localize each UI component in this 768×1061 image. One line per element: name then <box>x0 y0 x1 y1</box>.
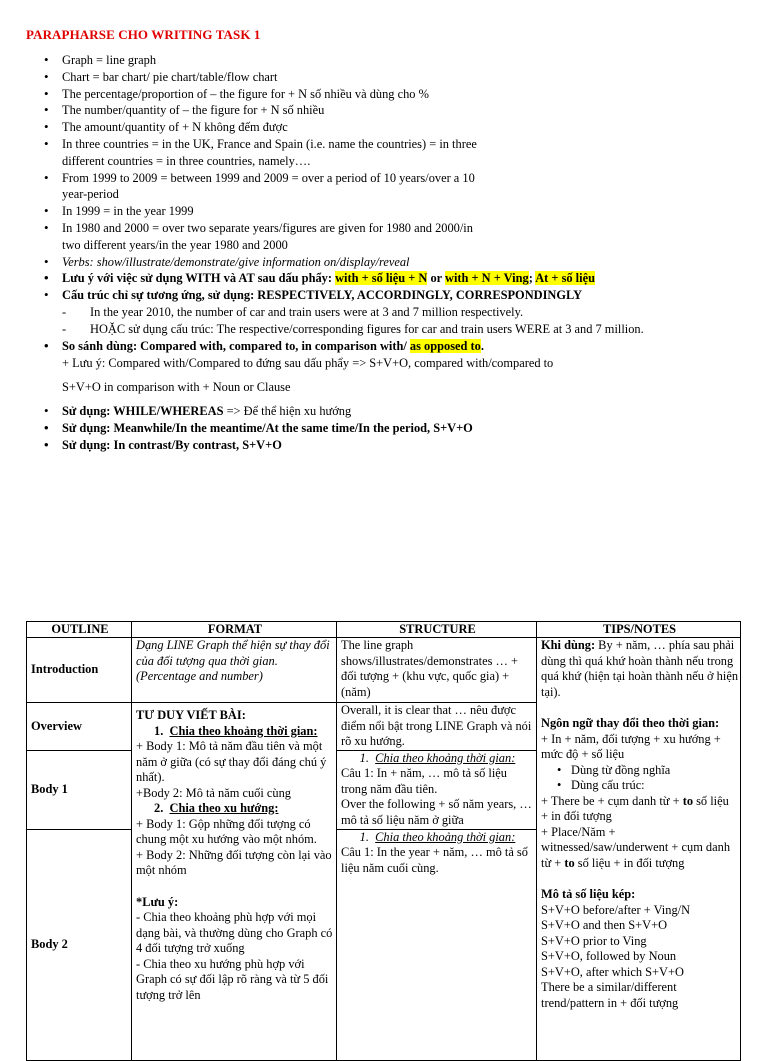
highlight-text: At + số liệu <box>535 271 595 286</box>
compare-note: + Lưu ý: Compared with/Compared to đứng sau dấu phẩy => S+V+O, compared with/compared to <box>62 356 554 370</box>
list-item-text: In three countries = in the UK, France and Spain (i.e. name the countries) = in three <box>62 136 477 151</box>
list-item-meanwhile: • Sử dụng: Meanwhile/In the meantime/At the same time/In the period, S+V+O <box>26 420 756 437</box>
tips-dot-item: • Dùng cấu trúc: <box>541 778 738 794</box>
connector-list <box>26 403 756 453</box>
format-line: + Body 1: Gộp những đối tượng có chung một xu hướng vào một nhóm. <box>136 816 317 846</box>
list-item <box>26 86 756 103</box>
structure-body2-heading: 1. Chia theo khoảng thời gian: <box>359 829 516 844</box>
list-item <box>26 203 756 220</box>
list-item-compare <box>26 338 756 355</box>
list-item-text: From 1999 to 2009 = between 1999 and 2009 = over a period of 10 years/over a 10 <box>62 170 475 185</box>
structure-body1-heading: 1. Chia theo khoảng thời gian: <box>359 750 516 765</box>
format-line: +Body 2: Mô tả năm cuối cùng <box>136 785 291 800</box>
structure-line: Câu 1: In + năm, … mô tả số liệu trong năm đầu tiên. <box>341 766 507 796</box>
list-item-contrast: • Sử dụng: In contrast/By contrast, S+V+O <box>26 437 756 454</box>
header-structure: STRUCTURE <box>337 622 537 638</box>
structure-overview: Overall, it is clear that … nêu được điểm nổi bật trong LINE Graph và nói rõ xu hướng. <box>337 703 537 751</box>
list-item-text: The percentage/proportion of – the figure for + N số nhiều và dùng cho % <box>62 86 429 101</box>
list-item <box>26 170 756 204</box>
list-item-text: . <box>480 338 484 353</box>
list-item-text: year-period <box>62 187 119 202</box>
list-item-text: In 1999 = in the year 1999 <box>62 204 194 219</box>
tips-cell <box>537 638 741 1061</box>
list-item-verbs <box>26 254 756 271</box>
list-item-text: In 1980 and 2000 = over two separate years/figures are given for 1980 and 2000/in <box>62 220 473 235</box>
tips-dot-item: • Dùng từ đồng nghĩa <box>541 763 738 779</box>
highlight-text: with + số liệu + N <box>335 271 428 286</box>
structure-body-2 <box>337 829 537 1060</box>
list-item-text: Graph = line graph <box>62 53 157 67</box>
format-line: + Body 2: Những đối tượng còn lại vào một nhóm <box>136 847 332 877</box>
list-item-text: => Để thể hiện xu hướng <box>223 404 352 418</box>
list-item <box>26 69 756 86</box>
tips-kep: Mô tả số liệu kép: <box>541 887 636 901</box>
table-row <box>27 638 741 703</box>
list-item-text: Lưu ý với việc sử dụng WITH và AT sau dấu phẩy: <box>62 271 336 286</box>
list-item-text: two different years/in the year 1980 and 2000 <box>62 237 288 252</box>
tips-line: S+V+O before/after + Ving/N <box>541 902 691 917</box>
tips-line: S+V+O, followed by Noun <box>541 949 677 963</box>
tips-ngonngu: Ngôn ngữ thay đổi theo thời gian: <box>541 716 720 730</box>
format-intro: Dạng LINE Graph thể hiện sự thay đổi của đối tượng qua thời gian. (Percentage and number) <box>132 638 337 703</box>
highlight-text: as opposed to <box>409 338 481 353</box>
outline-table <box>26 621 741 1061</box>
format-luuy: *Lưu ý: <box>136 894 179 909</box>
row-label-introduction: Introduction <box>27 638 132 703</box>
format-line: - Chia theo xu hướng phù hợp với Graph có sự đối lập rõ ràng và từ 5 đối tượng trở lên <box>136 956 329 1002</box>
list-item-text: So sánh dùng: Compared with, compared to, in comparison with/ <box>62 338 410 353</box>
header-outline: OUTLINE <box>27 622 132 638</box>
header-format: FORMAT <box>132 622 337 638</box>
list-item-respectively <box>26 287 756 337</box>
sub-list-item: - In the year 2010, the number of car and train users were at 3 and 7 million respectively. <box>62 304 756 321</box>
list-item-text: Sử dụng: WHILE/WHEREAS <box>62 404 224 418</box>
tips-line: S+V+O prior to Ving <box>541 933 647 948</box>
page-title: PARAPHARSE CHO WRITING TASK 1 <box>26 27 261 42</box>
row-label-overview: Overview <box>27 703 132 751</box>
list-item <box>26 102 756 119</box>
list-item-text: different countries = in three countries, namely…. <box>62 153 311 168</box>
tips-line: There be a similar/different trend/pattern in + đối tượng <box>541 980 679 1010</box>
format-cell <box>132 703 337 1061</box>
list-item <box>26 136 756 170</box>
tips-line: S+V+O and then S+V+O <box>541 918 668 932</box>
list-item-text: Verbs: show/illustrate/demonstrate/give information on/display/reveal <box>62 254 410 269</box>
list-item <box>26 119 756 136</box>
paraphrase-list <box>26 52 756 354</box>
format-line: - Chia theo khoảng phù hợp với mọi dạng bài, và thường dùng cho Graph có 4 đối tượng trở xuống <box>136 910 333 955</box>
list-item-text: or <box>427 271 446 286</box>
row-label-body-2: Body 2 <box>27 829 132 1060</box>
format-method-2: 2. Chia theo xu hướng: <box>154 801 279 815</box>
tips-line: + Place/Năm + witnessed/saw/underwent + cụm danh từ + to số liệu + in đối tượng <box>541 824 731 870</box>
format-tuduy: TƯ DUY VIẾT BÀI: <box>136 708 246 722</box>
list-item <box>26 220 756 254</box>
list-item-text: ; <box>528 271 536 286</box>
list-item-text: Cấu trúc chỉ sự tương ứng, sử dụng: RESPECTIVELY, ACCORDINGLY, CORRESPONDINGLY <box>62 288 583 303</box>
highlight-text: with + N + Ving <box>445 271 529 286</box>
list-item-while <box>26 403 756 420</box>
format-line: + Body 1: Mô tả năm đầu tiên và một năm ở giữa (có sự thay đổi đáng chú ý nhất). <box>136 739 327 784</box>
row-label-body-1: Body 1 <box>27 750 132 829</box>
structure-line: Câu 1: In the year + năm, … mô tả số liệu năm cuối cùng. <box>341 845 528 875</box>
tips-line: S+V+O, after which S+V+O <box>541 964 684 979</box>
header-tips: TIPS/NOTES <box>537 622 741 638</box>
sub-list <box>62 304 756 338</box>
tips-line: + There be + cụm danh từ + to số liệu + in đối tượng <box>541 793 729 823</box>
structure-line: Over the following + số năm years, … mô tả số liệu năm ở giữa <box>341 797 532 827</box>
list-item <box>26 52 756 69</box>
list-item-with-at <box>26 270 756 287</box>
list-item-text: The number/quantity of – the figure for + N số nhiều <box>62 103 325 118</box>
tips-line: + In + năm, đối tượng + xu hướng + mức độ + số liệu <box>541 731 721 761</box>
format-method-1: 1. Chia theo khoảng thời gian: <box>154 723 318 738</box>
structure-intro: The line graph shows/illustrates/demonstrates … + đối tượng + (khu vực, quốc gia) + (năm) <box>337 638 537 703</box>
structure-body-1 <box>337 750 537 829</box>
compare-note-2: S+V+O in comparison with + Noun or Clause <box>62 379 291 394</box>
table-header-row <box>27 622 741 638</box>
list-item-text: Chart = bar chart/ pie chart/table/flow chart <box>62 69 278 84</box>
sub-list-item: - HOẶC sử dụng cấu trúc: The respective/corresponding figures for car and train users WERE at 3 and 7 million. <box>62 321 756 338</box>
tips-khidung: Khi dùng: By + năm, … phía sau phải dùng thì quá khứ hoàn thành nếu trong quá khứ (hiện tại hoàn thành nếu ở hiện tại). <box>541 638 739 699</box>
list-item-text: The amount/quantity of + N không đếm được <box>62 120 288 135</box>
